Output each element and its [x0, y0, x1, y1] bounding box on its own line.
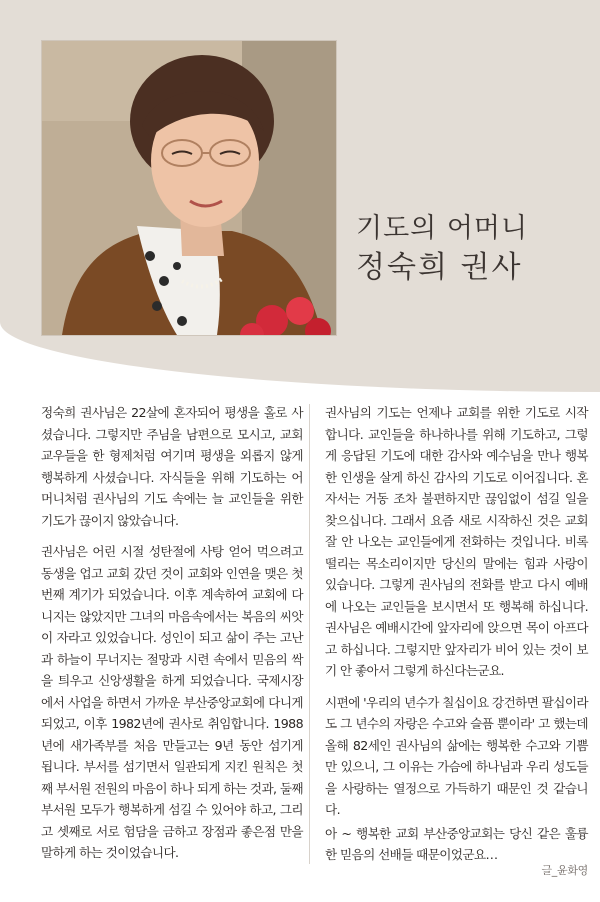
left-paragraph-2: 권사님은 어린 시절 성탄절에 사탕 얻어 먹으려고 동생을 업고 교회 갔던 것이 교회와 인연을 맺은 첫 번째 계기가 되었습니다. 이후 계속하여 교회에 다니지는 않았지만 그녀의 마음속에서는 복음의 씨앗이 자라고 있었습니다. 성인이 되고 삶이 주는 고난과 하늘이 무너지는 절망과 시련 속에서 믿음의 싹을 틔우고 신앙생활을 하게 되었습니다. 국제시장에서 사업을 하면서 가까운 부산중앙교회에 다니게 되었고, 이후 1982년에 권사로 취임합니다. 1988년에 새가족부를 처음 만들고는 9년 동안 섬기게 됩니다. 부서를 섬기면서 일관되게 지킨 원칙은 첫째 부서원 전원의 마음이 하나 되게 하는 것과, 둘째 부서원 모두가 행복하게 섬길 수 있어야 하고, 그리고 셋째로 서로 험담을 금하고 장점과 좋은점 만을 말하게 하는 것이었습니다. — [41, 544, 303, 860]
column-divider — [309, 404, 310, 864]
byline: 글_윤화영 — [541, 864, 588, 877]
title-line-1: 기도의 어머니 — [356, 213, 529, 244]
portrait-illustration — [42, 41, 336, 335]
portrait-photo — [41, 40, 337, 336]
right-paragraph-1: 권사님의 기도는 언제나 교회를 위한 기도로 시작합니다. 교인들을 하나하나를 위해 기도하고, 그렇게 응답된 기도에 대한 감사와 예수님을 만나 행복한 인생을 살게 하신 감사의 기도로 이어집니다. 혼자서는 거동 조차 불편하지만 끊임없이 섬길 일을 찾으십니다. 그래서 요즘 새로 시작하신 것은 교회 잘 안 나오는 교인들에게 전화하는 것입니다. 비록 떨리는 목소리이지만 당신의 말에는 힘과 사랑이 있습니다. 그렇게 권사님의 전화를 받고 다시 예배에 나오는 교인들을 보시면서 또 행복해 하십니다. 권사님은 예배시간에 앞자리에 앉으면 목이 아프다고 하십니다. 그렇지만 앞자리가 비어 있는 것이 보기 안 좋아서 그렇게 하신다는군요. — [325, 405, 588, 678]
article-column-left — [41, 402, 303, 864]
left-paragraph-1: 정숙희 권사님은 22살에 혼자되어 평생을 홀로 사셨습니다. 그렇지만 주님을 남편으로 모시고, 교회 교우들을 한 형제처럼 여기며 평생을 외롭지 않게 행복하게 사셨습니다. 자식들을 위해 기도하는 어머니처럼 권사님의 기도 속에는 늘 교인들을 위한 기도가 끊이지 않았습니다. — [41, 405, 303, 528]
article-title — [356, 211, 586, 289]
right-paragraph-2: 시편에 '우리의 년수가 칠십이요 강건하면 팔십이라도 그 년수의 자랑은 수고와 슬픔 뿐이라' 고 했는데 올해 82세인 권사님의 삶에는 행복한 수고와 기쁨만 있으니, 그 이유는 가슴에 하나님과 우리 성도들을 사랑하는 열정으로 가득하기 때문인 것 같습니다. — [325, 694, 588, 817]
right-paragraph-3: 아 ~ 행복한 교회 부산중앙교회는 당신 같은 훌륭한 믿음의 선배들 때문이었군요… — [325, 825, 588, 862]
article-column-right — [325, 402, 588, 866]
title-line-2: 정숙희 권사 — [356, 250, 523, 285]
